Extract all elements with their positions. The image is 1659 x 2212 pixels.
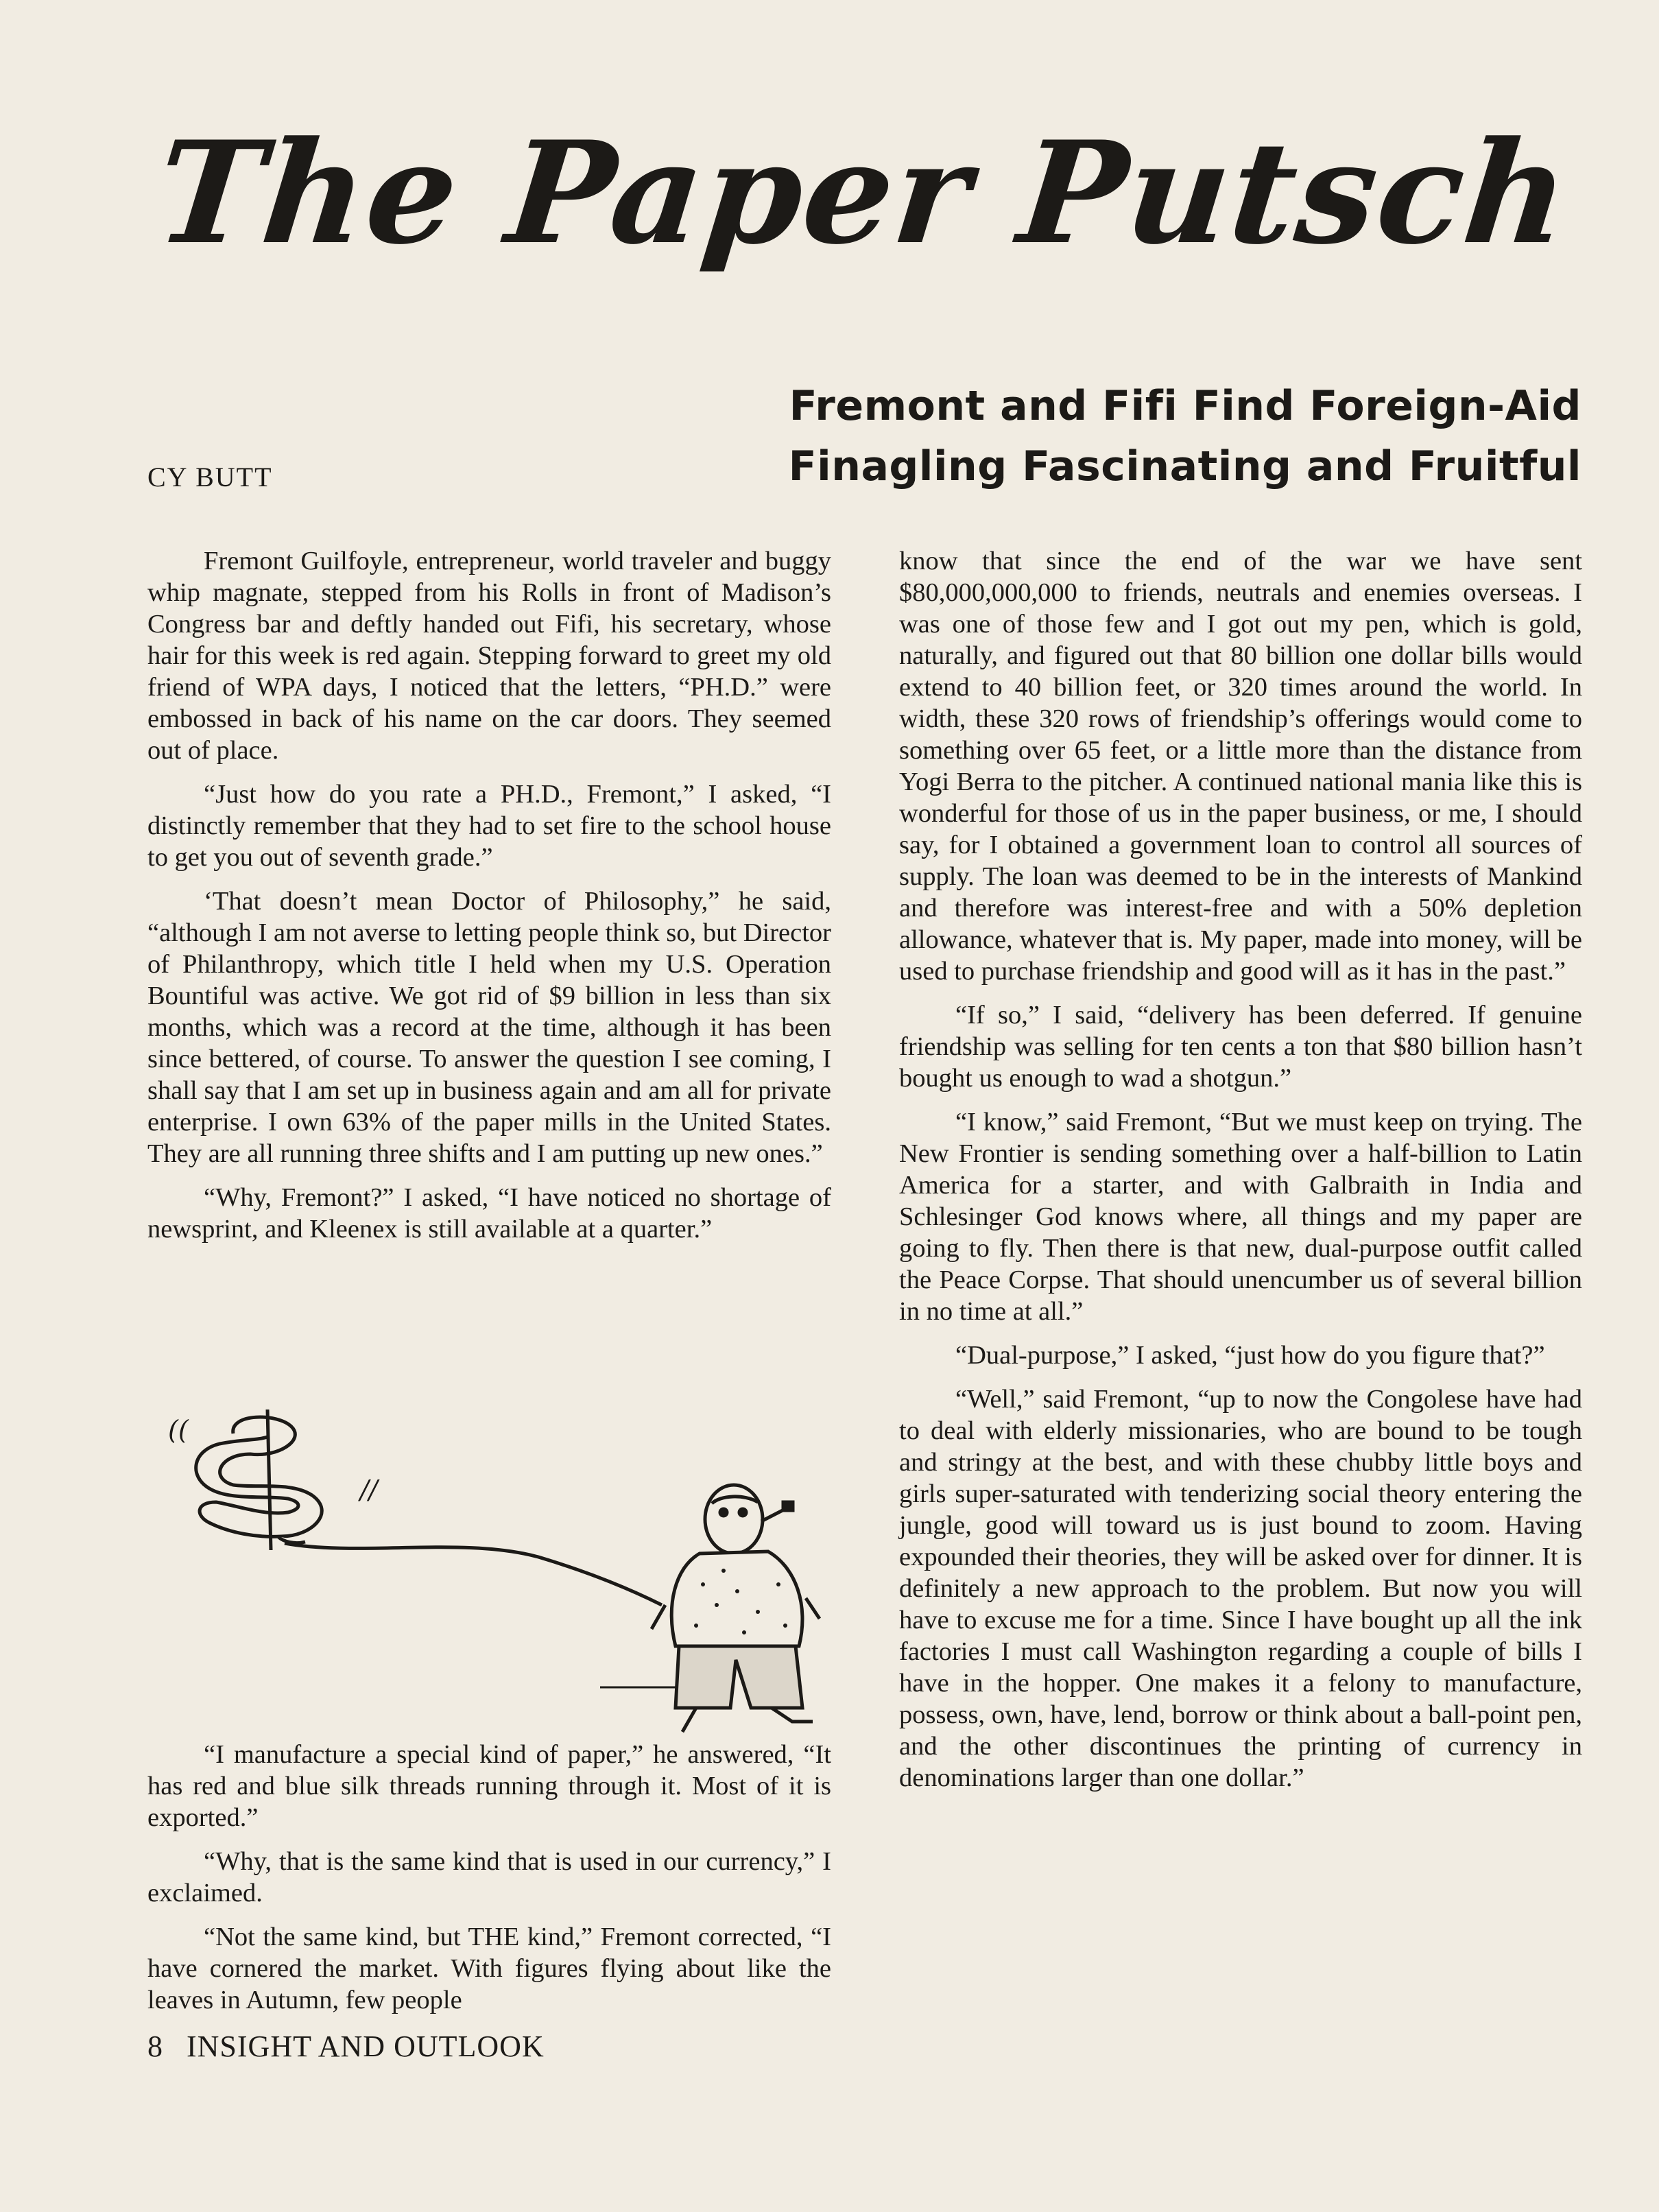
paragraph: ‘That doesn’t mean Doctor of Philosophy,” he said, “although I am not averse to letting people think so, but Director of Philanthropy, which title I held when my U.S. Operation Bountiful was active. We got rid of $9 billion in less than six months, which was a record at the time, although it has been since bettered, of course. To answer the question I see coming, I shall say that I am set up in business again and am all for private enterprise. I own 63% of the paper mills in the United States. They are all running three shifts and I am putting up new ones.” (147, 887, 831, 1168)
dollar-sign-cloud (196, 1410, 322, 1550)
subtitle-line: Finagling Fascinating and Fruitful (788, 442, 1582, 490)
quote-mark-right: // (360, 1475, 378, 1505)
article-title: The Paper Putsch (149, 111, 1577, 276)
paragraph: “Just how do you rate a PH.D., Fremont,” I asked, “I distinctly remember that they had to set fire to the school house to get you out of seventh grade.” (147, 780, 831, 872)
paragraph: “I manufacture a special kind of paper,” he answered, “It has red and blue silk threads running through it. Most of it is exported.” (147, 1740, 831, 1832)
left-column-top (147, 545, 831, 1257)
paragraph: Fremont Guilfoyle, entrepreneur, world traveler and buggy whip magnate, stepped from his Rolls in front of Madison’s Congress bar and deftly handed out Fifi, his secretary, whose hair for this week is red again. Stepping forward to greet my old friend of WPA days, I noticed that the letters, “PH.D.” were embossed in back of his name on the car doors. They seemed out of place. (147, 547, 831, 765)
subtitle-line: Fremont and Fifi Find Foreign-Aid (789, 382, 1582, 430)
page-footer (147, 2029, 545, 2064)
cartoon-man-with-dollar-sign-smoke-icon (154, 1399, 840, 1735)
quote-mark-left: (( (168, 1415, 189, 1445)
paragraph: “I know,” said Fremont, “But we must keep on trying. The New Frontier is sending something over a half-billion to Latin America for a starter, and with Galbraith in India and Schlesinger God knows where, all things and my paper are going to fly. Then there is that new, dual-purpose outfit called the Peace Corpse. That should unencumber us of several billion in no time at all.” (899, 1108, 1582, 1326)
page-number: 8 (147, 2030, 163, 2063)
publication-name: INSIGHT AND OUTLOOK (187, 2030, 545, 2063)
paragraph: “Not the same kind, but THE kind,” Fremont corrected, “I have cornered the market. With figures flying about like the leaves in Autumn, few people (147, 1923, 831, 2014)
paragraph: “If so,” I said, “delivery has been deferred. If genuine friendship was selling for ten cents a ton that $80 billion hasn’t bought us enough to wad a shotgun.” (899, 1001, 1582, 1093)
paragraph: “Well,” said Fremont, “up to now the Congolese have had to deal with elderly missionaries, who are bound to be tough and stringy at the best, and with these chubby little boys and girls super-saturated with tenderizing social theory entering the jungle, good will toward us is just bound to zoom. Having expounded their theories, they will be asked over for dinner. It is definitely a new approach to the problem. But now you will have to excuse me for a time. Since I have bought up all the ink factories I must call Washington regarding a couple of bills I have in the hopper. One makes it a felony to manufacture, possess, own, have, lend, borrow or think about a ball-point pen, and the other discontinues the printing of currency in denominations larger than one dollar.” (899, 1385, 1582, 1792)
paragraph: “Why, that is the same kind that is used in our currency,” I exclaimed. (147, 1847, 831, 1907)
smoke-trail (285, 1543, 662, 1605)
cartoon-man (652, 1485, 820, 1732)
author-byline: CY BUTT (147, 462, 273, 492)
paragraph: know that since the end of the war we have sent $80,000,000,000 to friends, neutrals and enemies overseas. I was one of those few and I got out my pen, which is gold, naturally, and figured out that 80 billion one dollar bills would extend to 40 billion feet, or 320 times around the world. In width, these 320 rows of friendship’s offerings would come to something over 65 feet, or a little more than the distance from Yogi Berra to the pitcher. A continued national mania like this is wonderful for those of us in the paper business, or me, I should say, for I obtained a government loan to control all sources of supply. The loan was deemed to be in the interests of Mankind and therefore was interest-free and with a 50% depletion allowance, whatever that is. My paper, made into money, will be used to purchase friendship and good will as it has in the past.” (899, 547, 1582, 986)
right-column (899, 545, 1582, 1806)
left-column-bottom (147, 1739, 831, 2028)
paragraph: “Dual-purpose,” I asked, “just how do you figure that?” (955, 1341, 1545, 1370)
paragraph: “Why, Fremont?” I asked, “I have noticed no shortage of newsprint, and Kleenex is still available at a quarter.” (147, 1183, 831, 1244)
article-subtitle (587, 376, 1582, 497)
